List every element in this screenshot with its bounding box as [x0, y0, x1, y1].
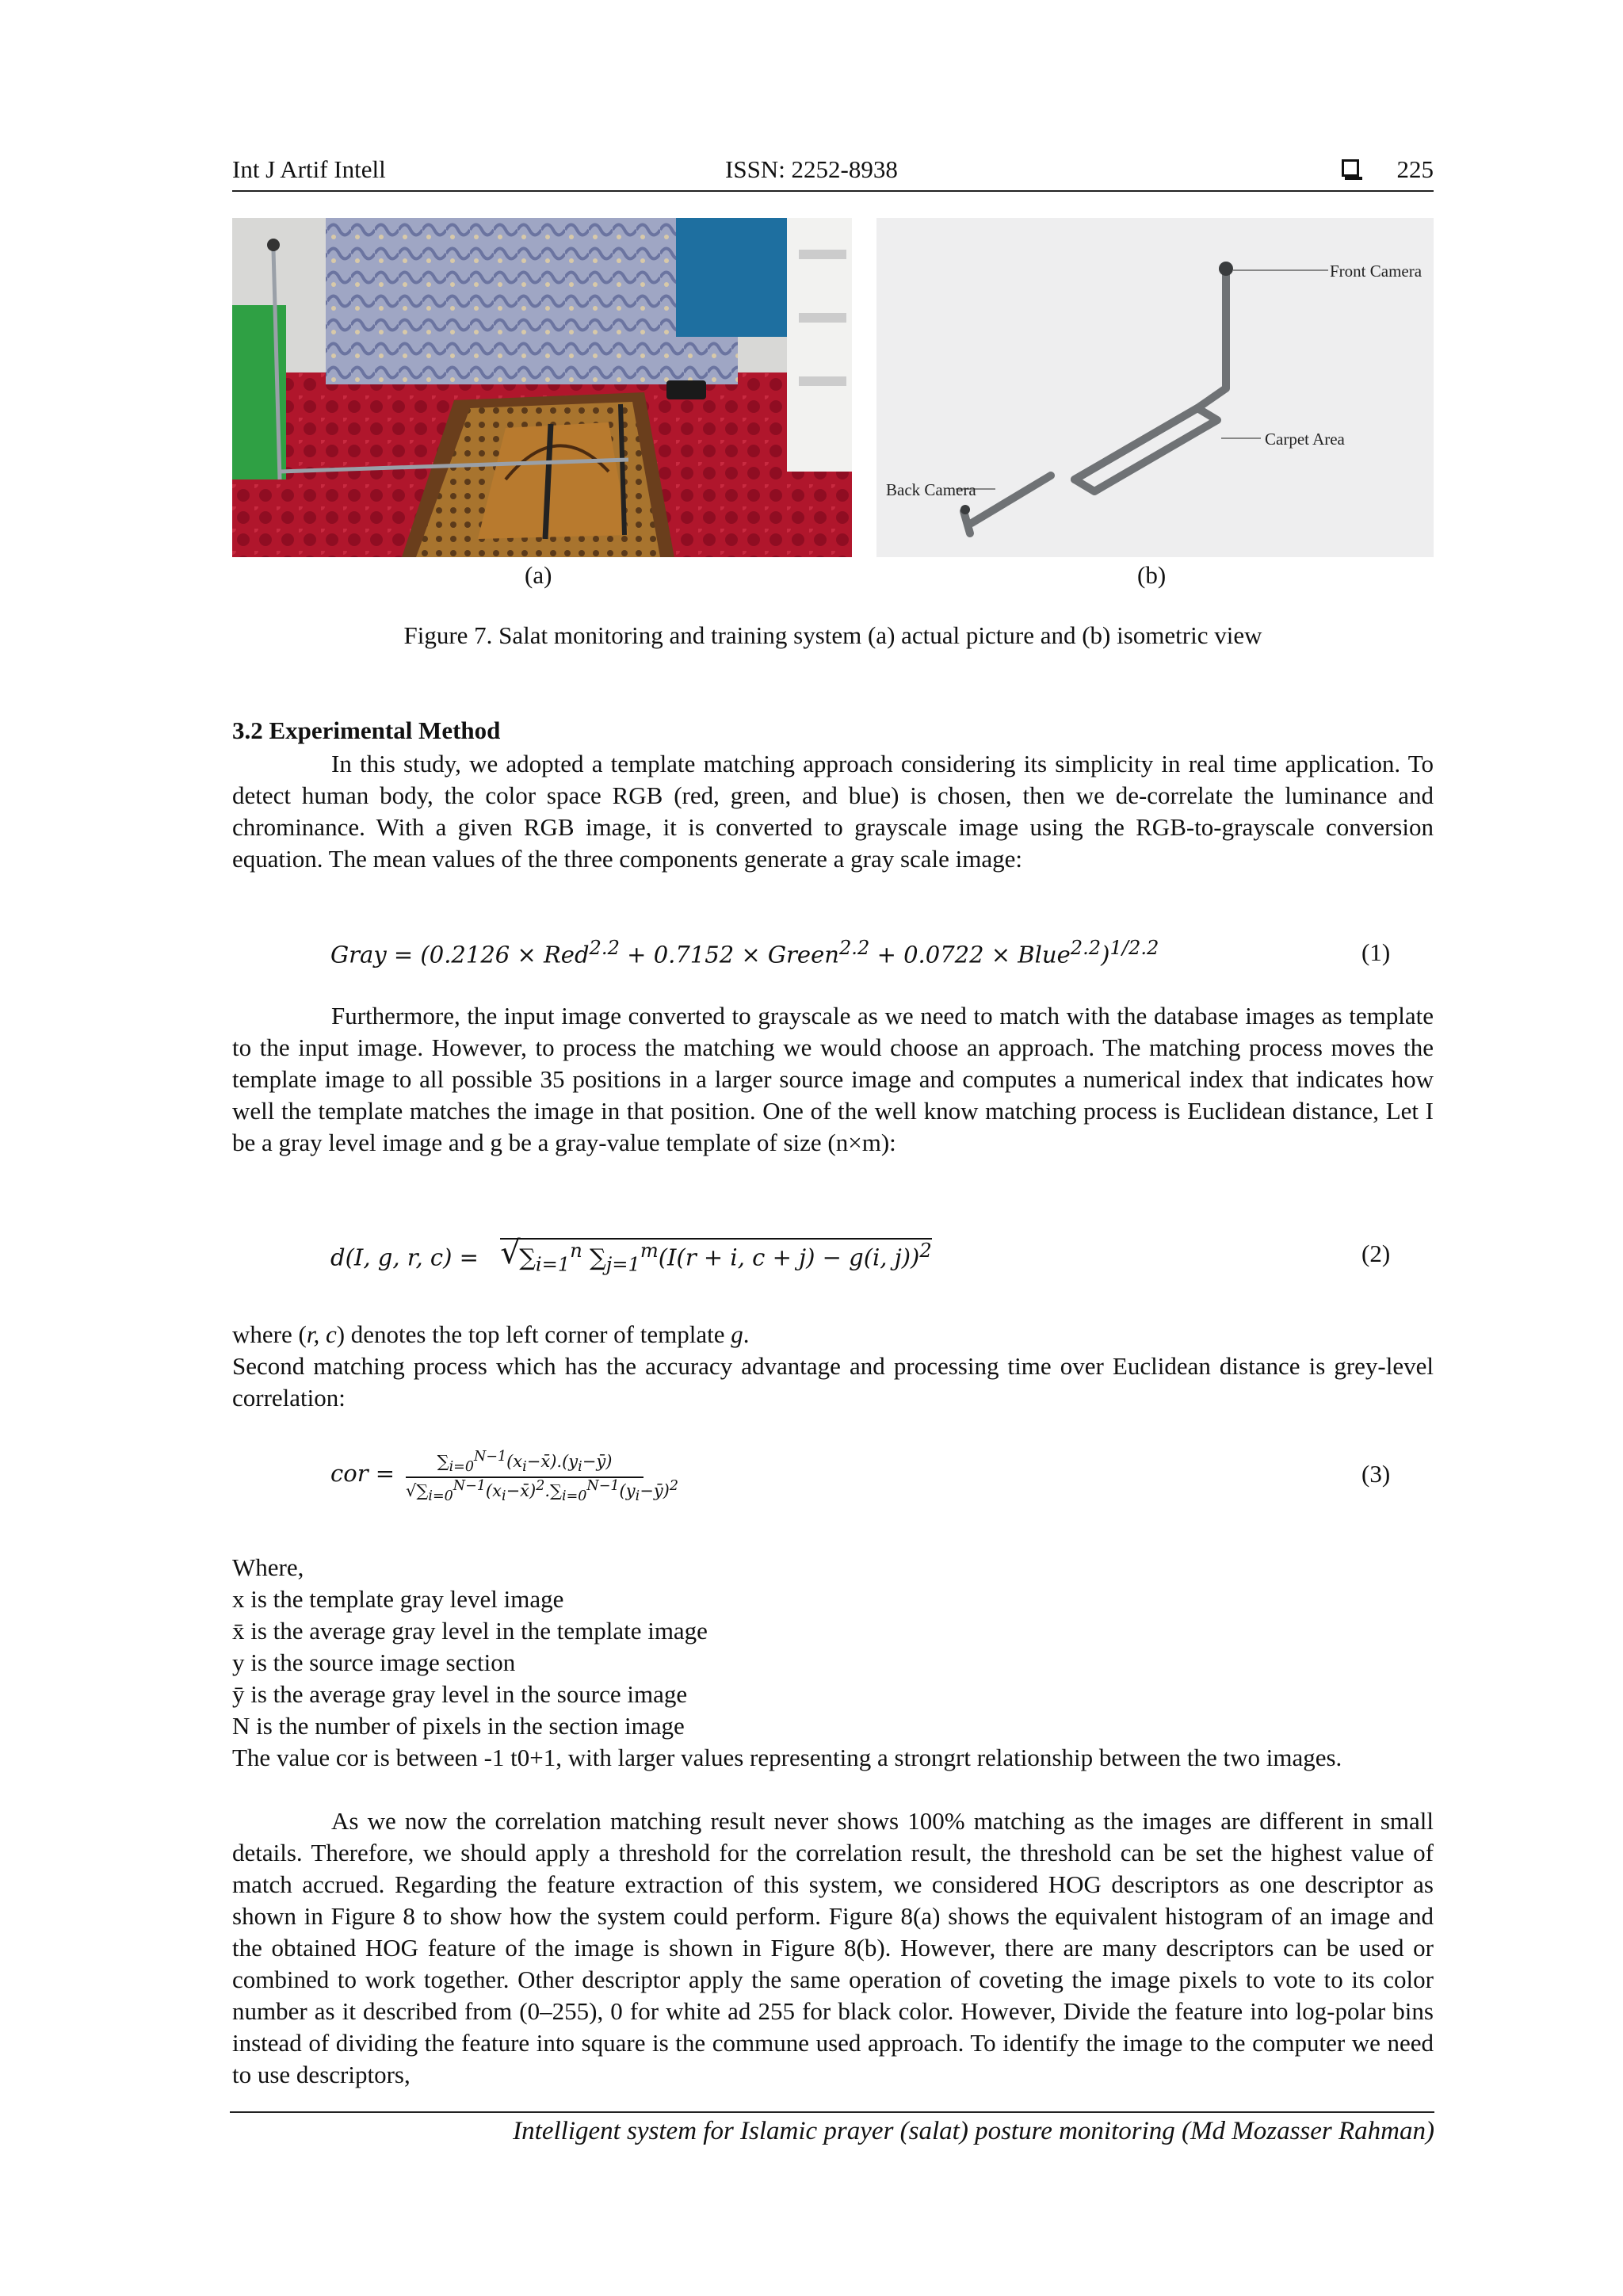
footer-title: Intelligent system for Islamic prayer (salat) posture monitoring (Md Mozasser Rahman) [513, 2117, 1434, 2145]
paragraph-1: In this study, we adopted a template matching approach considering its simplicity in real time application. To detect human body, the color space RGB (red, green, and blue) is chosen, then we de-correlate the luminance and chrominance. With a given RGB image, it is converted to grayscale image using the RGB-to-grayscale conversion equation. The mean values of the three components generate a gray scale image: [232, 750, 1434, 873]
back-camera-label: Back Camera [886, 480, 976, 499]
running-header [232, 155, 1434, 192]
figure-caption: Figure 7. Salat monitoring and training system (a) actual picture and (b) isometric view [403, 621, 1262, 649]
equation-1: Gray = (0.2126 × Red$^{2.2}$ + 0.7152 × Green$^{2.2}$ + 0.0722 × Blue$^{2.2}$)$^{1/2.2}$ [330, 937, 1159, 968]
equation-1-number: (1) [1361, 938, 1391, 966]
figure-7b-isometric [876, 218, 1434, 557]
square-bullet-icon [1342, 159, 1359, 177]
definition-n: N is the number of pixels in the section image [232, 1712, 685, 1740]
journal-name: Int J Artif Intell [232, 155, 386, 183]
paragraph-3: where (r, c) denotes the top left corner of template g. [232, 1320, 750, 1348]
equation-3-denominator: $√\sum_{i=0}^{N-1}(x_i-x̄)^2.\sum_{i=0}^{N-1}(y_i-ȳ)^2$ [406, 1478, 679, 1505]
definition-x-bar: x̄ is the average gray level in the template image [232, 1617, 708, 1645]
paragraph-2: Furthermore, the input image converted to grayscale as we need to match with the database images as template to the input image. However, to process the matching we would choose an approach. The matching process moves the template image to all possible 35 positions in a larger source image and computes a numerical index that indicates how well the template matches the image in that position. One of the well know matching process is Euclidean distance, Let I be a gray level image and g be a gray-value template of size (n×m): [232, 1002, 1434, 1156]
subfigure-label-b: (b) [1137, 561, 1167, 589]
front-camera-label: Front Camera [1330, 262, 1423, 281]
definition-y-bar: ȳ is the average gray level in the source image [232, 1680, 688, 1708]
carpet-area-label: Carpet Area [1265, 430, 1345, 449]
subfigure-label-a: (a) [525, 561, 552, 589]
equation-2: d(I, g, r, c) = √ $\sum_{i=1}^n$ $\sum_{j=1}^m(I(r + i$, c + j) − g(i, j))$^2$ [330, 1235, 932, 1276]
definition-y: y is the source image section [232, 1648, 516, 1676]
equation-3-lhs: cor = [330, 1460, 395, 1487]
paragraph-5: The value cor is between -1 t0+1, with larger values representing a strongrt relationship between the two images. [232, 1744, 1342, 1771]
figure-7a-photo [232, 218, 852, 557]
where-label: Where, [232, 1553, 304, 1581]
page-number: 225 [1396, 155, 1434, 183]
paragraph-6: As we now the correlation matching result never shows 100% matching as the images are different in small details. Therefore, we should apply a threshold for the correlation result, the threshold can be set the highest value of match accrued. Regarding the feature extraction of this system, we considered HOG descriptors as one descriptor as shown in Figure 8 to show how the system could perform. Figure 8(a) shows the equivalent histogram of an image and the obtained HOG feature of the image is shown in Figure 8(b). However, there are many descriptors can be used or combined to work together. Other descriptor apply the same operation of coveting the image pixels to vote to its color number as it described from (0–255), 0 for white ad 255 for black color. However, Divide the feature into log-polar bins instead of dividing the feature into square is the commune used approach. To identify the image to the computer we need to use descriptors, [232, 1807, 1434, 2088]
equation-2-number: (2) [1361, 1240, 1391, 1267]
issn: ISSN: 2252-8938 [725, 155, 898, 183]
equation-2-lhs: d(I, g, r, c) = [330, 1244, 479, 1271]
running-footer [230, 2111, 1434, 2145]
equation-3-number: (3) [1361, 1460, 1391, 1488]
section-title: 3.2 Experimental Method [232, 716, 501, 744]
definition-x: x is the template gray level image [232, 1585, 564, 1613]
equation-3-numerator: $\sum_{i=0}^{N-1}(x_i-x̄).(y_i-ȳ)$ [437, 1449, 613, 1476]
prayer-room-photo [232, 218, 852, 557]
isometric-frame-diagram [876, 218, 1434, 557]
paragraph-4: Second matching process which has the accuracy advantage and processing time over Euclidean distance is grey-level correlation: [232, 1352, 1434, 1412]
